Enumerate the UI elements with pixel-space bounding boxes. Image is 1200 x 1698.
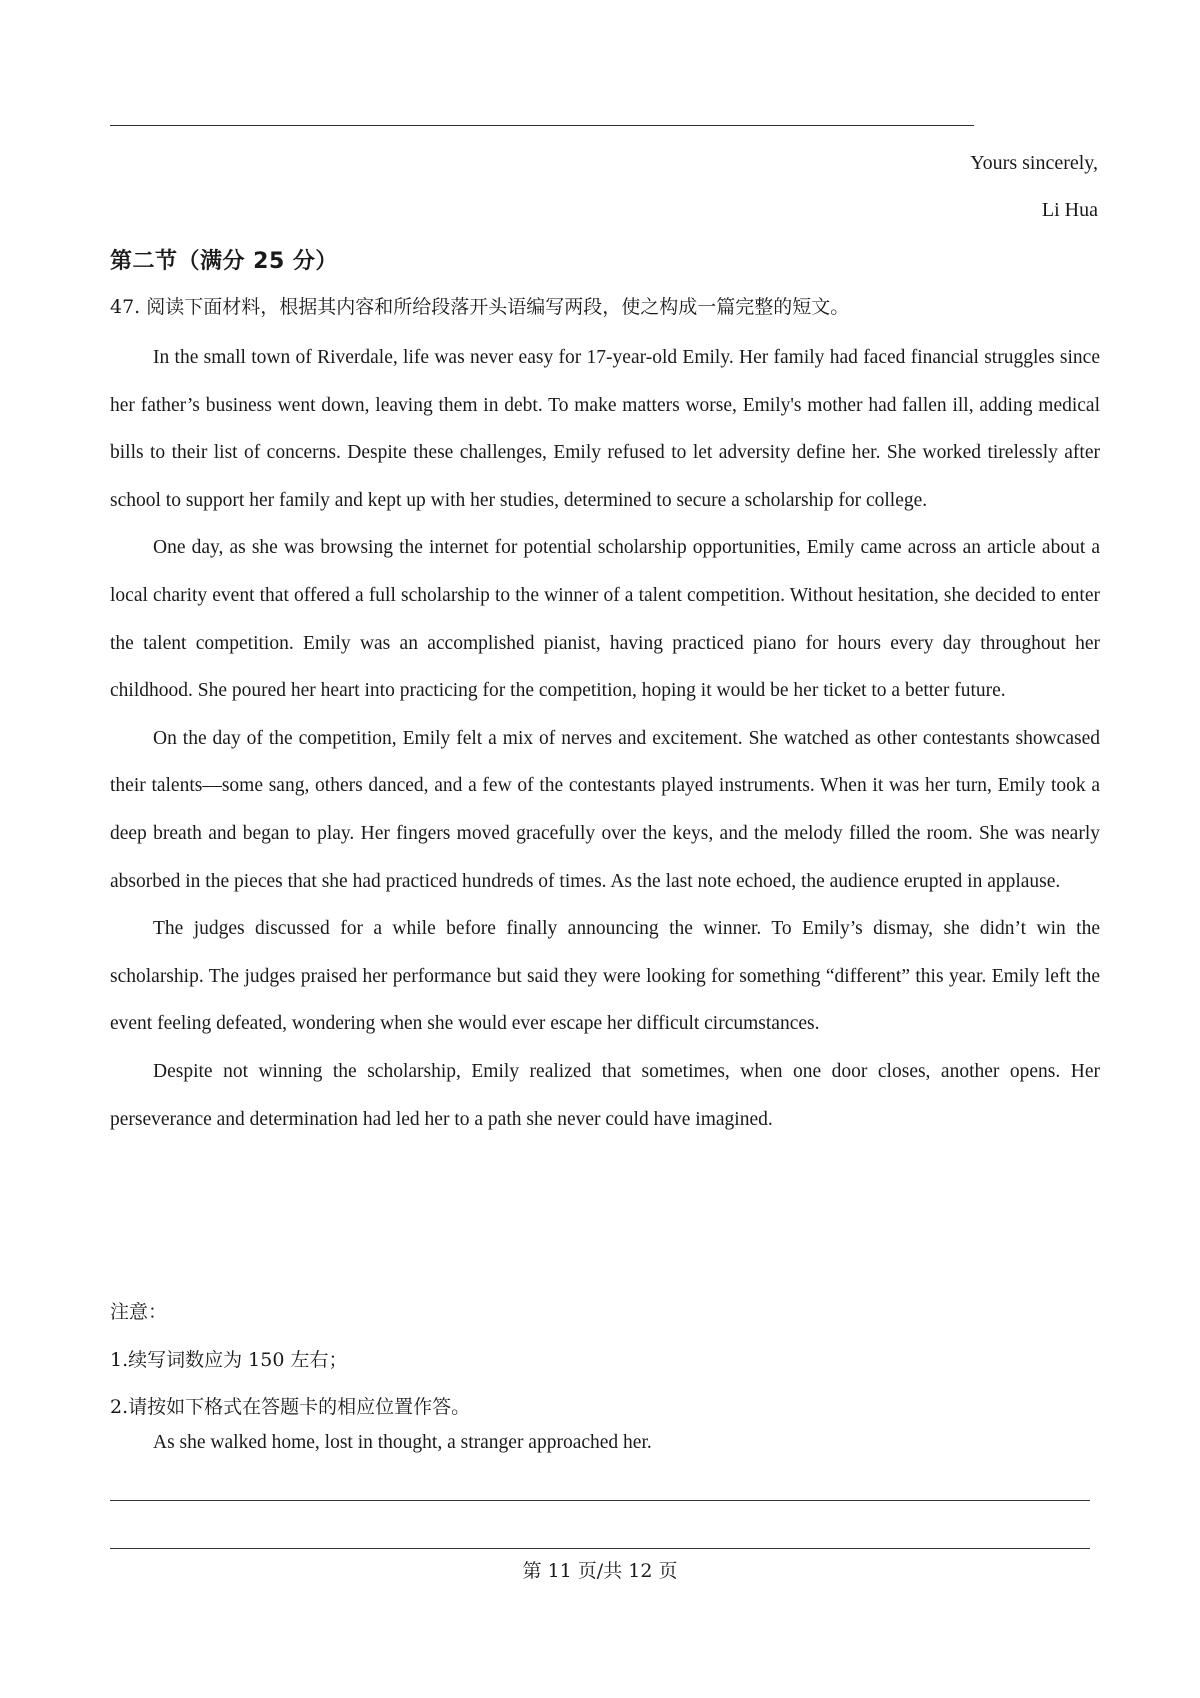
reading-passage — [110, 334, 1100, 1143]
passage-paragraph-5: Despite not winning the scholarship, Emily realized that sometimes, when one door closes, another opens. Her perseverance and determination had led her to a path she never could have imagined. — [110, 1060, 1100, 1130]
passage-paragraph-3: On the day of the competition, Emily felt a mix of nerves and excitement. She watched as other contestants showcased their talents—some sang, others danced, and a few of the contestants played instruments. When it was her turn, Emily took a deep breath and began to play. Her fingers moved gracefully over the keys, and the melody filled the room. She was nearly absorbed in the pieces that she had practiced hundreds of times. As the last note echoed, the audience erupted in applause. — [110, 727, 1100, 892]
notes-item-1: 1.续写词数应为 150 左右； — [110, 1348, 348, 1371]
notes-section — [110, 1289, 470, 1432]
passage-paragraph-2: One day, as she was browsing the internet for potential scholarship opportunities, Emily came across an article about a local charity event that offered a full scholarship to the winner of a talent competition. Without hesitation, she decided to enter the talent competition. Emily was an accomplished pianist, having practiced piano for hours every day throughout her childhood. She poured her heart into practicing for the competition, hoping it would be her ticket to a better future. — [110, 537, 1100, 702]
paragraph-starter: As she walked home, lost in thought, a stranger approached her. — [153, 1432, 652, 1453]
section-heading: 第二节（满分 25 分） — [110, 249, 338, 274]
page-footer: 第 11 页/共 12 页 — [522, 1560, 678, 1582]
question-instruction: 47. 阅读下面材料，根据其内容和所给段落开头语编写两段，使之构成一篇完整的短文。 — [110, 296, 850, 318]
letter-signature-name: Li Hua — [1041, 199, 1098, 221]
answer-line — [110, 125, 974, 126]
notes-item-2: 2.请按如下格式在答题卡的相应位置作答。 — [110, 1396, 471, 1419]
passage-paragraph-4: The judges discussed for a while before finally announcing the winner. To Emily’s dismay, she didn’t win the scholarship. The judges praised her performance but said they were looking for something “different” this year. Emily left the event feeling defeated, wondering when she would ever escape her difficult circumstances. — [110, 918, 1100, 1035]
answer-line — [110, 1500, 1090, 1501]
passage-paragraph-1: In the small town of Riverdale, life was never easy for 17-year-old Emily. Her family had faced financial struggles since her father’s business went down, leaving them in debt. To make matters worse, Emily's mother had fallen ill, adding medical bills to their list of concerns. Despite these challenges, Emily refused to let adversity define her. She worked tirelessly after school to support her family and kept up with her studies, determined to secure a scholarship for college. — [110, 347, 1100, 511]
answer-line — [110, 1548, 1090, 1549]
notes-label: 注意： — [110, 1301, 168, 1323]
letter-sign-off: Yours sincerely, — [970, 152, 1098, 174]
